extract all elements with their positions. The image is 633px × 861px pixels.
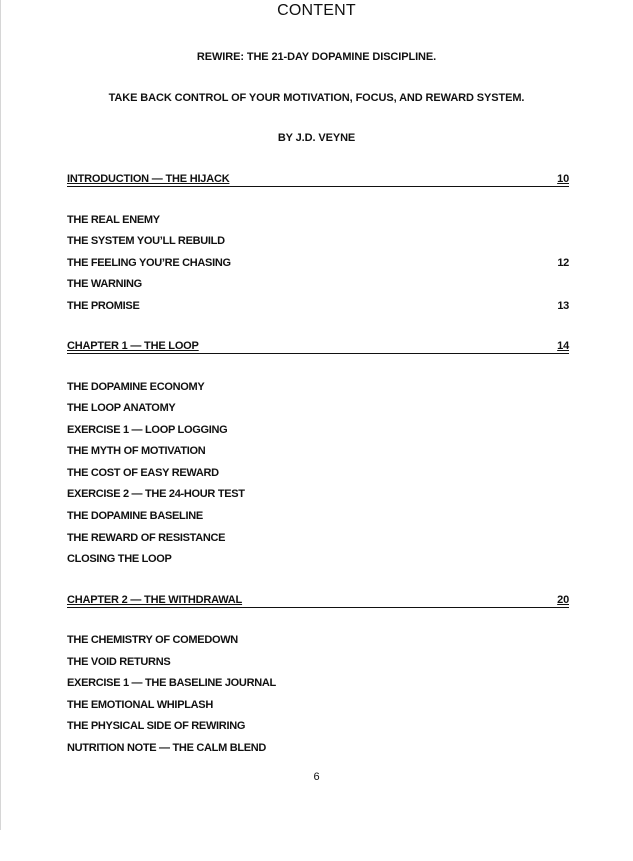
- toc-item-label: THE COST OF EASY REWARD: [67, 467, 219, 479]
- book-title: REWIRE: THE 21-DAY DOPAMINE DISCIPLINE.: [196, 51, 437, 63]
- toc-item[interactable]: [67, 487, 569, 501]
- toc-chapter-label: CHAPTER 2 — THE WITHDRAWAL: [67, 594, 243, 606]
- toc-item-label: NUTRITION NOTE — THE CALM BLEND: [67, 742, 267, 754]
- toc-item-label: THE CHEMISTRY OF COMEDOWN: [67, 634, 238, 646]
- toc-item[interactable]: [67, 380, 569, 394]
- toc-item[interactable]: [67, 299, 569, 313]
- toc-item-label: THE VOID RETURNS: [67, 656, 171, 668]
- toc-item-label: THE MYTH OF MOTIVATION: [67, 445, 206, 457]
- toc-item[interactable]: [67, 444, 569, 458]
- toc-item[interactable]: [67, 277, 569, 291]
- author-line: BY J.D. VEYNE: [277, 132, 356, 144]
- toc-item[interactable]: [67, 655, 569, 669]
- toc-item-label: THE REWARD OF RESISTANCE: [67, 532, 226, 544]
- tagline: TAKE BACK CONTROL OF YOUR MOTIVATION, FOCUS, AND REWARD SYSTEM.: [108, 92, 525, 104]
- toc-chapter-page: 14: [557, 340, 569, 352]
- toc-chapter-introduction[interactable]: [67, 172, 569, 187]
- toc-item[interactable]: [67, 676, 569, 690]
- toc-item-page: 13: [557, 300, 569, 312]
- toc-item-label: THE PROMISE: [67, 300, 140, 312]
- toc-item[interactable]: [67, 401, 569, 415]
- page-title: CONTENT: [277, 2, 356, 19]
- toc-item-label: THE REAL ENEMY: [67, 214, 160, 226]
- toc-item[interactable]: [67, 423, 569, 437]
- toc-item-label: THE PHYSICAL SIDE OF REWIRING: [67, 720, 246, 732]
- toc-item-label: THE WARNING: [67, 278, 142, 290]
- toc-chapter-page: 10: [557, 173, 569, 185]
- toc-item-label: THE LOOP ANATOMY: [67, 402, 176, 414]
- toc-item[interactable]: [67, 466, 569, 480]
- toc-item[interactable]: [67, 234, 569, 248]
- toc-item-label: THE DOPAMINE ECONOMY: [67, 381, 205, 393]
- toc-chapter-label: INTRODUCTION — THE HIJACK: [67, 173, 230, 185]
- toc-item[interactable]: [67, 719, 569, 733]
- toc-item[interactable]: [67, 552, 569, 566]
- toc-chapter-2[interactable]: [67, 593, 569, 608]
- page-edge-line: [0, 0, 1, 830]
- toc-item-label: CLOSING THE LOOP: [67, 553, 172, 565]
- toc-chapter-1[interactable]: [67, 339, 569, 354]
- toc-item-label: THE EMOTIONAL WHIPLASH: [67, 699, 213, 711]
- table-of-contents: [67, 172, 569, 762]
- toc-item[interactable]: [67, 213, 569, 227]
- toc-item-label: THE FEELING YOU’RE CHASING: [67, 257, 231, 269]
- toc-item-label: THE DOPAMINE BASELINE: [67, 510, 203, 522]
- page-number: 6: [313, 771, 320, 783]
- toc-item-label: EXERCISE 2 — THE 24-HOUR TEST: [67, 488, 245, 500]
- toc-item-label: THE SYSTEM YOU’LL REBUILD: [67, 235, 225, 247]
- toc-item-label: EXERCISE 1 — THE BASELINE JOURNAL: [67, 677, 276, 689]
- toc-item[interactable]: [67, 509, 569, 523]
- toc-chapter-page: 20: [557, 594, 569, 606]
- toc-item[interactable]: [67, 531, 569, 545]
- toc-item[interactable]: [67, 633, 569, 647]
- toc-item[interactable]: [67, 256, 569, 270]
- toc-item[interactable]: [67, 741, 569, 755]
- toc-chapter-label: CHAPTER 1 — THE LOOP: [67, 340, 199, 352]
- toc-item-page: 12: [557, 257, 569, 269]
- toc-item-label: EXERCISE 1 — LOOP LOGGING: [67, 424, 228, 436]
- toc-item[interactable]: [67, 698, 569, 712]
